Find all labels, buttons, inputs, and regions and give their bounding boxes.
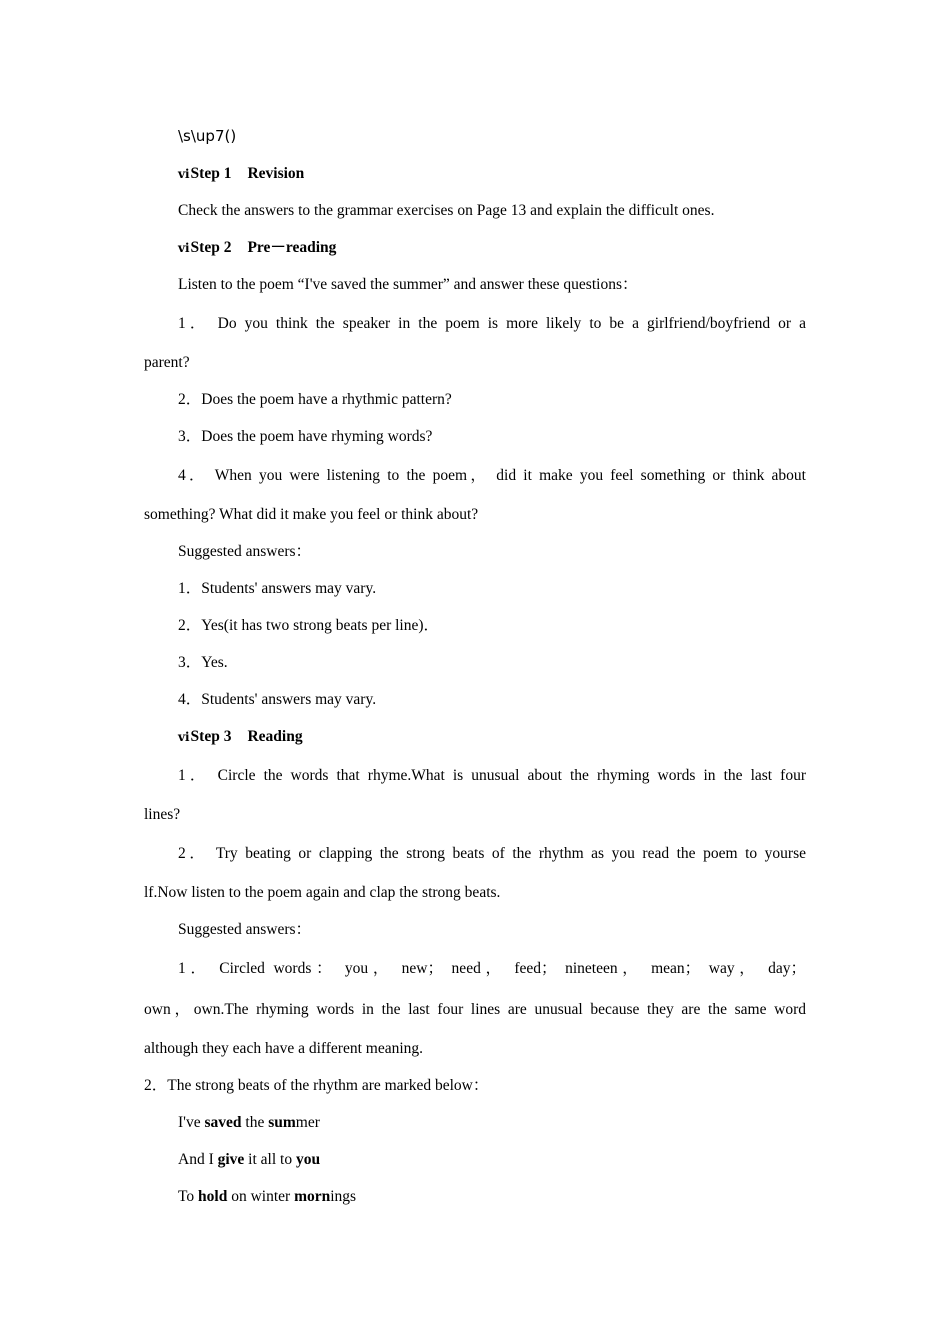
reading-answer-1-line-1: 1． Circled words： you， new； need， feed； nineteen， mean； way， day； <box>178 960 806 977</box>
reading-task-1-line-1: 1． Circle the words that rhyme.What is unusual about the rhyming words in the last four <box>178 767 806 784</box>
step-1-title: Revision <box>247 165 305 182</box>
poem-text: on winter <box>227 1188 295 1205</box>
strong-beat: hold <box>198 1188 228 1205</box>
step-2-heading <box>144 229 806 266</box>
reading-answer-2: 2．The strong beats of the rhythm are marked below： <box>144 1077 489 1094</box>
poem-text: mer <box>295 1114 320 1131</box>
step-2-title: Pre－reading <box>247 239 337 256</box>
question-1-line-2: parent? <box>144 354 190 371</box>
heading-mark: ⅵ <box>178 241 190 255</box>
question-2: 2．Does the poem have a rhythmic pattern? <box>178 391 452 408</box>
step-1-label: Step 1 <box>190 165 232 182</box>
poem-text: And I <box>178 1151 218 1168</box>
question-1-line-1: 1． Do you think the speaker in the poem is more likely to be a girlfriend/boyfriend or a <box>178 315 806 332</box>
strong-beat: saved <box>204 1114 242 1131</box>
reading-answer-1-line-3: although they each have a different meaning. <box>144 1040 424 1057</box>
strong-beat: sum <box>268 1114 296 1131</box>
field-code: \s\up7() <box>178 127 237 145</box>
suggested-answers-label: Suggested answers： <box>178 543 312 560</box>
step-3-label: Step 3 <box>190 728 232 745</box>
reading-task-2-line-1: 2． Try beating or clapping the strong beats of the rhythm as you read the poem to yourse <box>178 845 806 862</box>
poem-line <box>144 1104 806 1141</box>
reading-task-2-line-2: lf.Now listen to the poem again and clap the strong beats. <box>144 884 501 901</box>
reading-answer-1-line-2: own，own.The rhyming words in the last four lines are unusual because they are the same word <box>144 1001 806 1018</box>
strong-beat: morn <box>294 1188 331 1205</box>
reading-task-1-line-2: lines? <box>144 806 181 823</box>
poem-text: ings <box>330 1188 357 1205</box>
answer-4: 4．Students' answers may vary. <box>178 691 377 708</box>
strong-beat: give <box>217 1151 245 1168</box>
step-3-heading <box>144 718 806 755</box>
answer-2: 2．Yes(it has two strong beats per line)． <box>178 617 440 634</box>
strong-beat: you <box>295 1151 321 1168</box>
step-2-intro: Listen to the poem “I've saved the summer” and answer these questions： <box>178 276 638 293</box>
question-3: 3．Does the poem have rhyming words? <box>178 428 433 445</box>
step-3-title: Reading <box>247 728 303 745</box>
answer-3: 3．Yes. <box>178 654 228 671</box>
poem-text: I've <box>178 1114 205 1131</box>
poem-line <box>144 1178 806 1215</box>
heading-mark: ⅵ <box>178 730 190 744</box>
poem-text: the <box>241 1114 269 1131</box>
step-1-heading <box>144 155 806 192</box>
step-2-label: Step 2 <box>190 239 232 256</box>
question-4-line-1: 4． When you were listening to the poem， did it make you feel something or think about <box>178 467 806 484</box>
poem-text: it all to <box>244 1151 296 1168</box>
poem-text: To <box>178 1188 199 1205</box>
answer-1: 1．Students' answers may vary. <box>178 580 377 597</box>
heading-mark: ⅵ <box>178 167 190 181</box>
question-4-line-2: something? What did it make you feel or think about? <box>144 506 479 523</box>
document-body <box>144 118 806 1215</box>
step-1-text: Check the answers to the grammar exercises on Page 13 and explain the difficult ones. <box>178 202 715 219</box>
suggested-answers-label-2: Suggested answers： <box>178 921 312 938</box>
poem-line <box>144 1141 806 1178</box>
